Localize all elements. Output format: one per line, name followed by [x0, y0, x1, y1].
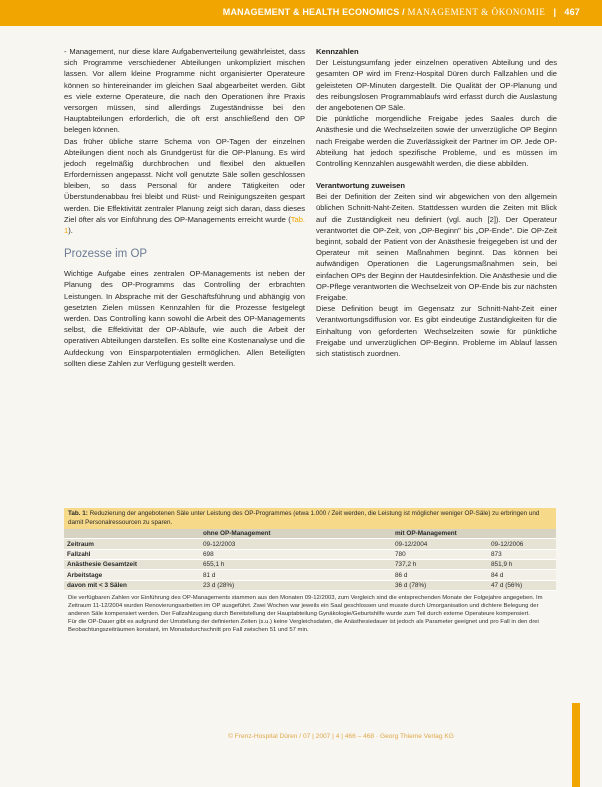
- table-cell: 09-12/2006: [488, 539, 556, 549]
- footer-citation: © Frenz-Hospital Düren / 07 | 2007 | 4 | 466 – 468 · Georg Thieme Verlag KG: [228, 733, 454, 740]
- left-paragraph-3: Wichtige Aufgabe eines zentralen OP-Managements ist neben der Planung des OP-Programms das Controlling der erbrachten Leistungen. In Absprache mit der Geschäftsführung und abhängig von gesetzten Zielen müssen Kennzahlen für die Prozesse festgelegt werden. Das Controlling kann sowohl die Arbeit des OP-Managements selbst, die Effektivität der OP-Abläufe, wie auch die Arbeit der operativen Abteilungen darstellen. Es sollte eine Kostenanalyse und die Aufdeckung von Einsparpotentialen ermöglichen. Allen Beteiligten sollten diese Zahlen zur Verfügung gestellt werden.: [64, 269, 305, 368]
- header-cell: [316, 529, 392, 539]
- table-reference-link[interactable]: Tab. 1: [64, 214, 305, 235]
- right-paragraph-3: Bei der Definition der Zeiten sind wir abgewichen von den allgemein üblichen Schnitt-Naht-Zeiten. Stattdessen wurden die Zeiten mit Blick auf die Zuständigkeit neu definiert (vgl. auch [2]). Der Operateur verantwortet die OP-Zeit, von „OP-Beginn" bis „OP-Ende". Die OP-Zeit beginnt, sobald der Patient von der Anästhesie freigegeben ist und der Operateur mit seinen Maßnahmen beginnt. Das können bei aufwändigen Operationen die Lagerungsmaßnahmen sein, bei einfachen OPs der Beginn der Hautdesinfektion. Die Anästhesie und die OP-Pflege verantworten die Wechselzeit von OP-Ende bis zur nächsten Freigabe.: [316, 192, 557, 302]
- left-paragraph-1: - Management, nur diese klare Aufgabenverteilung gewährleistet, dass sich Programme verschiedener Abteilungen unkompliziert mischen lassen. Vor allem kleine Programme nicht organisierter Operateure können so hintereinander im gleichen Saal abgearbeitet werden. Gibt es viele externe Operateure, die nach den Operationen ihre Praxis versorgen müssen, sind allerdings Zugeständnisse bei den Hauptabteilungen erforderlich, die oft erst anschließend den OP belegen können.: [64, 47, 305, 135]
- table-caption-text: Reduzierung der angebotenen Säle unter Leistung des OP-Programmes (etwa 1.000 / Zeit werden, die Leistung ist möglicher weniger OP-Säle) zu erbringen und damit Personalressourcen zu sparen.: [68, 510, 540, 526]
- row-label: Fallzahl: [64, 549, 200, 559]
- running-head-left: MANAGEMENT & HEALTH ECONOMICS /: [222, 7, 405, 17]
- page-header-bar: [0, 0, 602, 26]
- table-cell: 84 d: [488, 570, 556, 580]
- row-label: Zeitraum: [64, 539, 200, 549]
- row-label: davon mit < 3 Sälen: [64, 580, 200, 590]
- running-head-separator: |: [553, 7, 557, 17]
- table-cell: 09-12/2004: [392, 539, 488, 549]
- table-cell: [316, 560, 392, 570]
- right-paragraph-2: Die pünktliche morgendliche Freigabe jedes Saales durch die Anästhesie und die Wechselzeiten sowie der unverzügliche OP Beginn nach Freigabe werden die Zuverlässigkeit der Partner im OP. Jede OP-Abteilung hat jedoch spezifische Probleme, und es müssen im Controlling Kennzahlen ausgewählt werden, die diese abbilden.: [316, 114, 557, 168]
- left-paragraph-2: [64, 136, 305, 237]
- header-cell: ohne OP-Management: [200, 529, 316, 539]
- data-table: [64, 529, 556, 591]
- table-row: [64, 570, 556, 580]
- subheading-verantwortung: Verantwortung zuweisen: [316, 181, 406, 191]
- table-row: [64, 580, 556, 590]
- table-cell: 81 d: [200, 570, 316, 580]
- table-cell: 86 d: [392, 570, 488, 580]
- left-paragraph-2-text: Das früher übliche starre Schema von OP-Tagen der einzelnen Abteilungen dient noch als Grundgerüst für die OP-Planung. Es wird jedoch regelmäßig durchbrochen und flexibel den aktuellen Erfordernissen angepasst. Nicht voll genutzte Säle sollen geschlossen bleiben, so dass Personal für andere Tätigkeiten oder Überstundenabbau frei bleibt und Rüst- und Reinigungszeiten gespart werden. Die Effektivität zentraler Planung zeigt sich daran, dass dieses Ziel öfter als vor Einführung des OP-Managements erreicht wurde (: [64, 136, 305, 224]
- left-column: [64, 46, 305, 369]
- table-cell: 09-12/2003: [200, 539, 316, 549]
- table-notes: [64, 595, 556, 635]
- table-note-1: Die verfügbaren Zahlen vor Einführung des OP-Managements stammen aus den Monaten 09-12/2003, zum Vergleich sind die entsprechenden Monate der Folgejahre angegeben. Im Zeitraum 11-12/2004 wurden Renovierungsarbeiten im OP ausgeführt. Zwei Wochen war jeweils ein Saal geschlossen und musste durch Umorganisation und dichtere Belegung der anderen Säle kompensiert werden. Der Fallzahlzugang durch Bereitstellung der Hauptabteilung Gynäkologie/Geburtshilfe wurde zum Teil durch externe Operateure kompensiert.: [68, 594, 543, 617]
- right-column: [316, 46, 557, 359]
- section-heading-prozesse: Prozesse im OP: [64, 248, 148, 261]
- row-label: Arbeitstage: [64, 570, 200, 580]
- table-cell: 780: [392, 549, 488, 559]
- table-cell: 851,9 h: [488, 560, 556, 570]
- table-caption: [64, 508, 556, 529]
- table-header-row: [64, 529, 556, 539]
- page-footer: [0, 733, 602, 740]
- table-note-2: Für die OP-Dauer gibt es aufgrund der Umstellung der definierten Zeiten (s.u.) keine Vergleichsdaten, die Anästhesiedauer ist jedoch als Parameter geeignet und pro Fall in den drei Beobachtungszeiträumen konstant, im Monatsdurchschnitt pro Fall zwischen 51 und 57 min.: [68, 618, 539, 633]
- table-cell: 655,1 h: [200, 560, 316, 570]
- header-cell: [64, 529, 200, 539]
- running-head: [223, 7, 580, 17]
- subheading-kennzahlen: Kennzahlen: [316, 47, 359, 56]
- table-cell: 873: [488, 549, 556, 559]
- table-cell: [316, 570, 392, 580]
- table-cell: 36 d (78%): [392, 580, 488, 590]
- footer-accent-bar: [572, 703, 580, 787]
- table-row: [64, 560, 556, 570]
- page-number: 467: [564, 7, 580, 17]
- table-cell: 23 d (28%): [200, 580, 316, 590]
- left-paragraph-2-end: ).: [68, 226, 73, 235]
- table-label: Tab. 1:: [68, 510, 88, 517]
- table-row: [64, 549, 556, 559]
- table-cell: 698: [200, 549, 316, 559]
- table-row: [64, 539, 556, 549]
- table-cell: 737,2 h: [392, 560, 488, 570]
- right-paragraph-4: Diese Definition beugt im Gegensatz zur Schnitt-Naht-Zeit einer Verantwortungsdiffusion vor. Es gibt eindeutige Zuständigkeiten für die Einhaltung von geforderten Wechselzeiten sowie für pünktliche Freigabe und unverzüglichen OP-Beginn. Probleme im Ablauf lassen sich statistisch zuordnen.: [316, 304, 557, 358]
- right-paragraph-1: Der Leistungsumfang jeder einzelnen operativen Abteilung und des gesamten OP wird im Frenz-Hospital Düren durch Fallzahlen und die geleisteten OP-Minuten dargestellt. Die Qualität der OP-Planung und des reibungslosen Programmablaufs wird erfasst durch die Auslastung der angebotenen OP Säle.: [316, 58, 557, 112]
- table-cell: [316, 539, 392, 549]
- row-label: Anästhesie Gesamtzeit: [64, 560, 200, 570]
- table-1: [64, 508, 556, 635]
- running-head-serif: MANAGEMENT & ÖKONOMIE: [407, 7, 546, 17]
- header-cell: mit OP-Management: [392, 529, 488, 539]
- table-cell: 47 d (56%): [488, 580, 556, 590]
- table-cell: [316, 549, 392, 559]
- header-cell: [488, 529, 556, 539]
- table-cell: [316, 580, 392, 590]
